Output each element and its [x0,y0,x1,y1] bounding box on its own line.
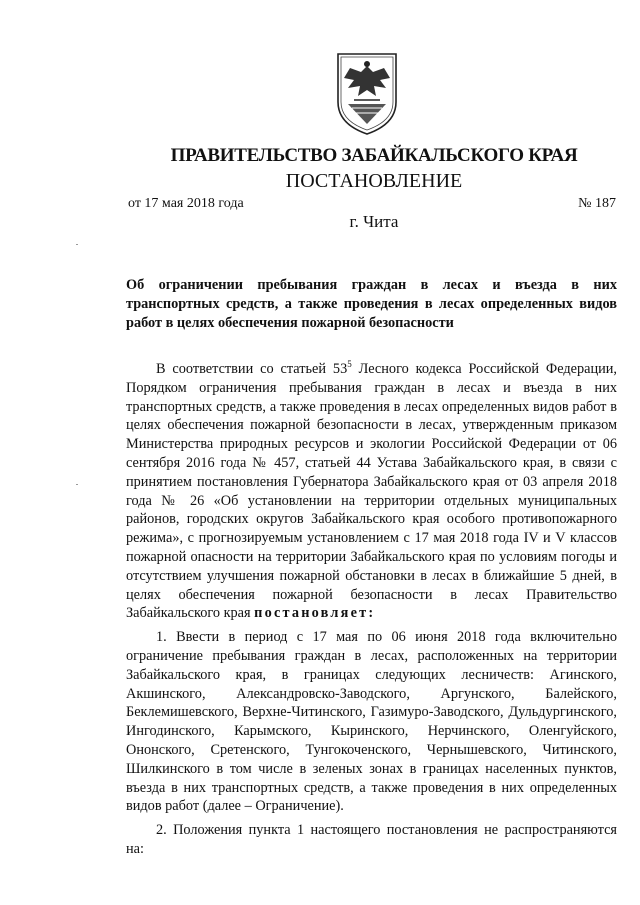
preamble-start: В соответствии со статьей 53 [156,361,348,377]
scan-mark [76,484,78,485]
document-date: от 17 мая 2018 года [128,196,244,211]
document-city: г. Чита [349,212,399,231]
paragraph-preamble [126,360,617,623]
paragraph-item-1: 1. Ввести в период с 17 мая по 06 июня 2018 года включительно ограничение пребывания граждан в лесах, расположенных на территории Забайкальского края, в границах следующих лесничеств: Агинского, Акшинского, Александровско-Заводского, Аргунского, Балейского, Беклемишевского, Верхне-Читинского, Газимуро-Заводского, Дульдургинского, Ингодинского, Карымского, Кыринского, Нерчинского, Оленгуйского, Ононского, Сретенского, Тунгокоченского, Чернышевского, Читинского, Шилкинского в том числе в зеленых зонах в границах населенных пунктов, въезда в них транспортных средств, а также проведения в них определенных видов работ (далее – Ограничение). [126,629,617,815]
coat-of-arms-icon [334,50,400,136]
document-number: № 187 [578,196,616,211]
resolution-keyword: постановляет: [254,605,376,622]
document-type: ПОСТАНОВЛЕНИЕ [285,170,463,192]
scan-mark [76,244,78,245]
paragraph-item-2: 2. Положения пункта 1 настоящего постановления не распространяются на: [126,822,617,857]
organization-name: ПРАВИТЕЛЬСТВО ЗАБАЙКАЛЬСКОГО КРАЯ [170,145,578,166]
article-superscript: 5 [347,359,352,370]
preamble-text: Лесного кодекса Российской Федерации, Порядком ограничения пребывания граждан в лесах и въезда в них транспортных средств, а также проведения в лесах определенных видов работ в целях обеспечения пожарной безопасности в лесах, утвержденным приказом Министерства природных ресурсов и экологии Российской Федерации от 06 сентября 2016 года № 457, статьей 44 Устава Забайкальского края, в связи с принятием постановления Губернатора Забайкальского края от 03 апреля 2018 года № 26 «Об установлении на территории отдельных муниципальных районов, городских округов Забайкальского края особого противопожарного режима», с прогнозируемым установлением с 17 мая 2018 года IV и V классов пожарной опасности на территории Забайкальского края по условиям погоды и отсутствием улучшения пожарной обстановки в лесах в ближайшие 5 дней, в целях обеспечения пожарной безопасности в лесах Правительство Забайкальского края [126,361,617,622]
document-title: Об ограничении пребывания граждан в лесах и въезда в них транспортных средств, а также проведения в лесах определенных видов работ в целях обеспечения пожарной безопасности [126,277,617,331]
document-body [126,360,617,864]
